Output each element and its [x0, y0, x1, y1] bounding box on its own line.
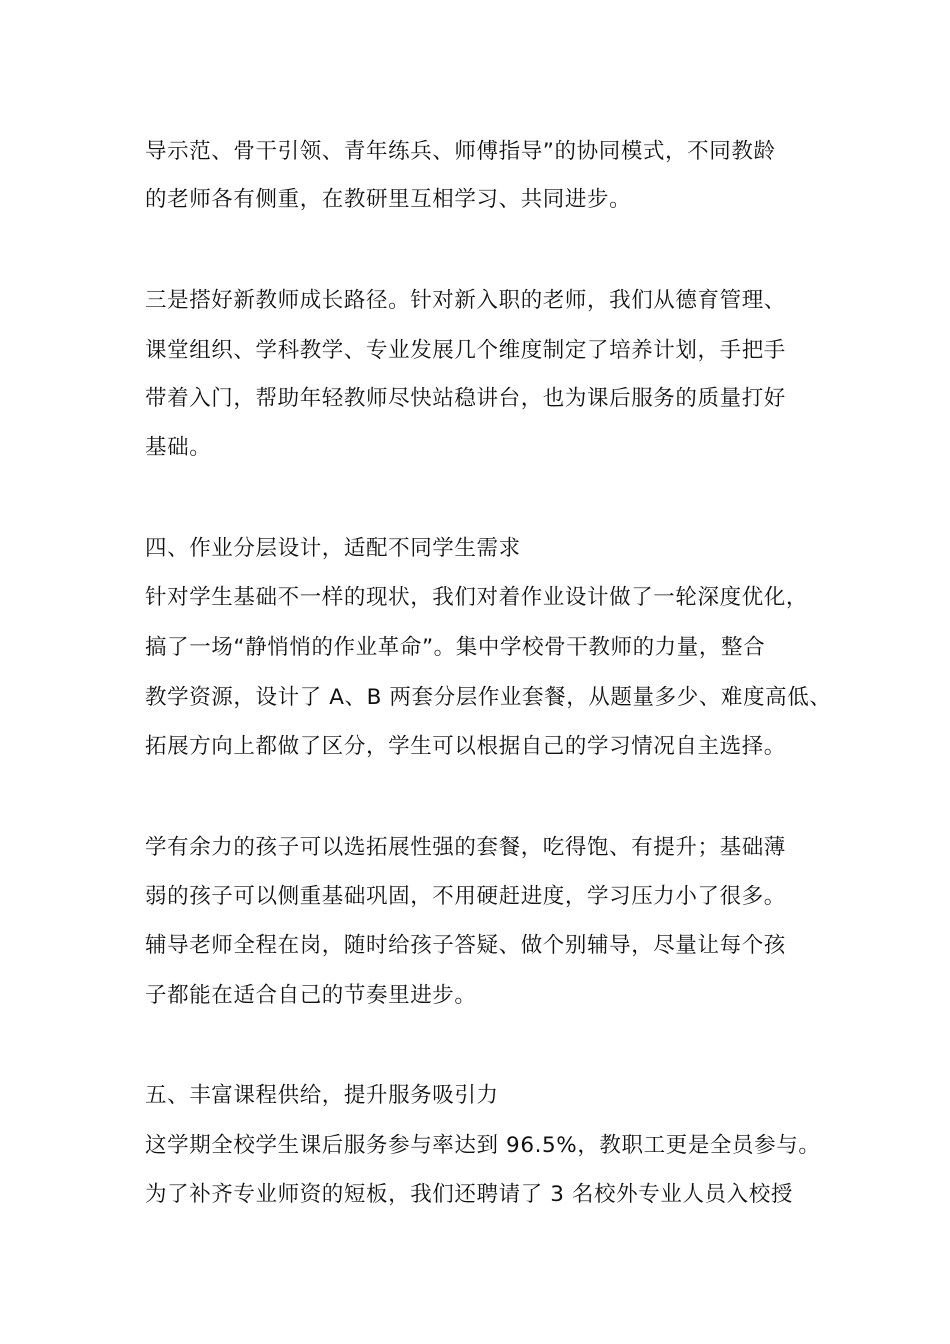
paragraph-2-line-4: 基础。: [145, 435, 212, 460]
paragraph-4-line-1: 学有余力的孩子可以选拓展性强的套餐，吃得饱、有提升；基础薄: [145, 835, 786, 860]
paragraph-3-line-2: 针对学生基础不一样的现状，我们对着作业设计做了一轮深度优化，: [145, 585, 809, 610]
paragraph-1-line-1: 导示范、骨干引领、青年练兵、师傅指导”的协同模式，不同教龄: [145, 139, 776, 164]
paragraph-2-line-2: 课堂组织、学科教学、专业发展几个维度制定了培养计划，手把手: [145, 338, 786, 363]
paragraph-2-line-3: 带着入门，帮助年轻教师尽快站稳讲台，也为课后服务的质量打好: [145, 386, 786, 411]
paragraph-2-line-1: 三是搭好新教师成长路径。针对新入职的老师，我们从德育管理、: [145, 288, 786, 313]
paragraph-5-line-3: 为了补齐专业师资的短板，我们还聘请了 3 名校外专业人员入校授: [145, 1182, 793, 1207]
paragraph-3-line-5: 拓展方向上都做了区分，学生可以根据自己的学习情况自主选择。: [145, 734, 786, 759]
paragraph-3-line-3: 搞了一场“静悄悄的作业革命”。集中学校骨干教师的力量，整合: [145, 635, 766, 660]
paragraph-3-line-4: 教学资源，设计了 A、B 两套分层作业套餐，从题量多少、难度高低、: [145, 685, 832, 710]
paragraph-1-line-2: 的老师各有侧重，在教研里互相学习、共同进步。: [145, 187, 632, 212]
section-heading-5: 五、丰富课程供给，提升服务吸引力: [145, 1083, 499, 1108]
paragraph-4-line-2: 弱的孩子可以侧重基础巩固，不用硬赶进度，学习压力小了很多。: [145, 884, 786, 909]
paragraph-4-line-3: 辅导老师全程在岗，随时给孩子答疑、做个别辅导，尽量让每个孩: [145, 933, 786, 958]
paragraph-5-line-2: 这学期全校学生课后服务参与率达到 96.5%，教职工更是全员参与。: [145, 1133, 821, 1158]
section-heading-4: 四、作业分层设计，适配不同学生需求: [145, 536, 521, 561]
paragraph-4-line-4: 子都能在适合自己的节奏里进步。: [145, 983, 477, 1008]
